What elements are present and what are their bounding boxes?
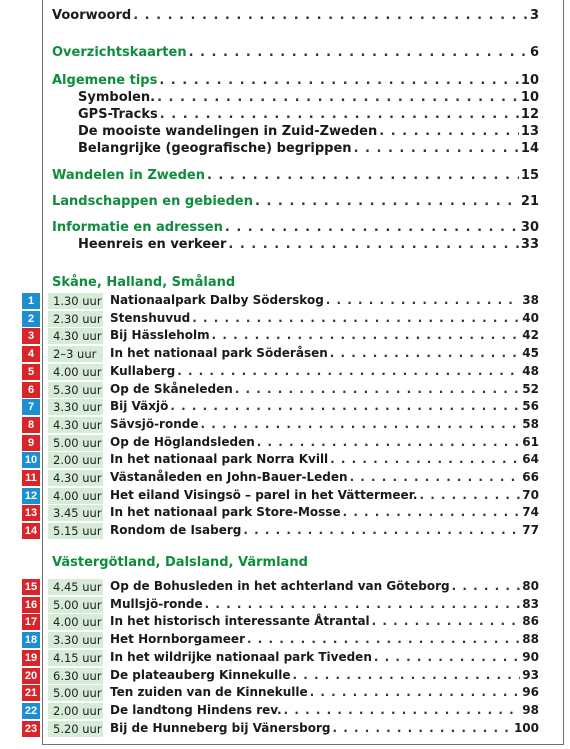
route-page: 83: [522, 596, 539, 611]
toc-entry-title: GPS-Tracks: [78, 107, 158, 122]
leader-dots: [330, 452, 520, 466]
leader-dots: [133, 8, 528, 23]
route-number-badge: 19: [22, 650, 40, 666]
route-number-badge: 8: [22, 417, 40, 433]
leader-dots: [177, 364, 520, 378]
route-row[interactable]: [0, 345, 570, 363]
route-page: 98: [522, 702, 539, 717]
route-number-badge: 12: [22, 488, 40, 504]
route-page: 77: [522, 523, 539, 538]
leader-dots: [350, 470, 521, 484]
route-entry: [110, 523, 539, 537]
route-duration: 1.30 uur: [48, 293, 103, 309]
route-duration: 4.45 uur: [48, 579, 103, 595]
route-title: In het nationaal park Norra Kvill: [110, 452, 329, 467]
route-page: 58: [522, 416, 539, 431]
toc-entry[interactable]: [52, 168, 539, 183]
route-title: Stenshuvud: [110, 310, 191, 325]
toc-entry[interactable]: [78, 237, 539, 252]
route-title: Bij Hässleholm: [110, 328, 210, 343]
leader-dots: [372, 614, 521, 628]
route-number-badge: 14: [22, 523, 40, 539]
leader-dots: [225, 220, 519, 235]
leader-dots: [212, 328, 521, 342]
route-entry: [110, 399, 539, 413]
route-row[interactable]: [0, 720, 570, 738]
route-entry: [110, 488, 539, 502]
toc-entry-page: 33: [520, 237, 539, 252]
route-entry: [110, 364, 539, 378]
route-number-badge: 16: [22, 597, 40, 613]
route-page: 93: [522, 667, 539, 682]
route-duration: 4.15 uur: [48, 650, 103, 666]
route-row[interactable]: [0, 381, 570, 399]
leader-dots: [205, 597, 521, 611]
toc-entry[interactable]: [78, 107, 539, 122]
toc-entry-title: Heenreis en verkeer: [78, 237, 227, 252]
route-entry: [110, 328, 539, 342]
route-duration: 4.30 uur: [48, 328, 103, 344]
route-row[interactable]: [0, 469, 570, 487]
route-duration: 5.00 uur: [48, 435, 103, 451]
route-duration: 2.30 uur: [48, 311, 103, 327]
toc-entry[interactable]: [52, 73, 539, 88]
route-title: Bij de Hunneberg bij Vänersborg: [110, 720, 331, 735]
route-duration: 5.00 uur: [48, 685, 103, 701]
leader-dots: [157, 90, 519, 105]
route-duration: 3.45 uur: [48, 505, 103, 521]
route-title: Sävsjö-ronde: [110, 416, 199, 431]
leader-dots: [293, 668, 521, 682]
leader-dots: [343, 505, 521, 519]
leader-dots: [160, 107, 519, 122]
route-title: Nationaalpark Dalby Söderskog: [110, 293, 324, 307]
toc-entry-page: 21: [520, 194, 539, 209]
route-number-badge: 15: [22, 579, 40, 595]
leader-dots: [192, 311, 520, 325]
toc-entry-title: Wandelen in Zweden: [52, 168, 205, 183]
route-row[interactable]: [0, 310, 570, 328]
route-duration: 2.00 uur: [48, 703, 103, 719]
route-row[interactable]: [0, 702, 570, 720]
route-duration: 4.30 uur: [48, 417, 103, 433]
toc-entry-title: Voorwoord: [52, 8, 132, 23]
route-number-badge: 6: [22, 382, 40, 398]
route-number-badge: 1: [22, 293, 40, 309]
toc-entry-page: 10: [520, 90, 539, 105]
route-entry: [110, 685, 539, 699]
leader-dots: [310, 685, 521, 699]
route-row[interactable]: [0, 416, 570, 434]
route-entry: [110, 470, 539, 484]
route-row[interactable]: [0, 649, 570, 667]
toc-entry-page: 13: [520, 124, 539, 139]
route-duration: 4.00 uur: [48, 364, 103, 380]
leader-dots: [170, 399, 520, 413]
toc-entry[interactable]: [52, 194, 539, 209]
route-title: Rondom de Isaberg: [110, 523, 242, 538]
route-duration: 4.00 uur: [48, 614, 103, 630]
route-number-badge: 11: [22, 470, 40, 486]
route-duration: 5.15 uur: [48, 523, 103, 539]
route-title: Op de Höglandsleden: [110, 434, 255, 449]
route-entry: [110, 435, 539, 449]
route-number-badge: 21: [22, 685, 40, 701]
toc-entry[interactable]: [78, 124, 539, 139]
leader-dots: [255, 194, 519, 209]
leader-dots: [159, 73, 519, 88]
leader-dots: [374, 650, 520, 664]
route-row[interactable]: [0, 292, 570, 310]
route-entry: [110, 597, 539, 611]
route-row[interactable]: [0, 613, 570, 631]
route-row[interactable]: [0, 363, 570, 381]
route-title: Op de Bohusleden in het achterland van Göteborg: [110, 579, 450, 593]
toc-entry-title: Belangrijke (geografische) begrippen: [78, 141, 352, 156]
toc-entry[interactable]: [52, 220, 539, 235]
toc-entry-page: 14: [520, 141, 539, 156]
toc-entry-page: 15: [520, 168, 539, 183]
route-duration: 5.20 uur: [48, 721, 103, 737]
route-page: 74: [522, 505, 539, 520]
leader-dots: [452, 579, 521, 593]
leader-dots: [189, 45, 528, 60]
toc-entry-page: 12: [520, 107, 539, 122]
route-title: In het nationaal park Söderåsen: [110, 346, 328, 361]
route-duration: 2–3 uur: [48, 346, 103, 362]
route-page: 100: [513, 720, 539, 735]
route-page: 61: [522, 434, 539, 449]
route-duration: 6.30 uur: [48, 668, 103, 684]
route-title: Mullsjö-ronde: [110, 596, 203, 611]
section-title-vastergotland: Västergötland, Dalsland, Värmland: [52, 555, 308, 570]
toc-entry-title: De mooiste wandelingen in Zuid-Zweden: [78, 124, 378, 139]
leader-dots: [419, 488, 520, 502]
route-page: 42: [522, 328, 539, 343]
leader-dots: [354, 141, 519, 156]
section-title-skane: Skåne, Halland, Småland: [52, 275, 236, 290]
route-title: Västanåleden en John-Bauer-Leden: [110, 470, 348, 484]
toc-entry[interactable]: [78, 90, 539, 105]
route-page: 70: [522, 487, 539, 502]
toc-entry-title: Landschappen en gebieden: [52, 194, 253, 209]
route-page: 40: [522, 310, 539, 325]
route-entry: [110, 668, 539, 682]
route-title: Bij Växjö: [110, 399, 169, 414]
route-page: 88: [522, 632, 539, 647]
route-entry: [110, 293, 539, 307]
route-page: 38: [522, 293, 539, 307]
toc-entry-page: 30: [520, 220, 539, 235]
route-entry: [110, 311, 539, 325]
route-title: De landtong Hindens rev.: [110, 702, 282, 717]
leader-dots: [228, 237, 519, 252]
route-title: In het wildrijke nationaal park Tiveden: [110, 649, 372, 664]
route-number-badge: 7: [22, 399, 40, 415]
route-number-badge: 9: [22, 435, 40, 451]
toc-entry-page: 6: [529, 45, 539, 60]
leader-dots: [330, 346, 521, 360]
leader-dots: [247, 632, 520, 646]
route-page: 96: [522, 685, 539, 700]
route-page: 66: [522, 470, 539, 484]
route-duration: 4.30 uur: [48, 470, 103, 486]
route-page: 48: [522, 363, 539, 378]
toc-entry[interactable]: [52, 45, 539, 60]
route-page: 90: [522, 649, 539, 664]
leader-dots: [379, 124, 519, 139]
leader-dots: [257, 435, 521, 449]
route-entry: [110, 614, 539, 628]
toc-entry-title: Algemene tips: [52, 73, 158, 88]
route-number-badge: 18: [22, 632, 40, 648]
route-row[interactable]: [0, 434, 570, 452]
route-page: 64: [522, 452, 539, 467]
route-duration: 3.30 uur: [48, 399, 103, 415]
toc-entry[interactable]: [52, 8, 539, 23]
route-number-badge: 5: [22, 364, 40, 380]
route-title: In het historisch interessante Åtrantal: [110, 614, 370, 629]
route-page: 56: [522, 399, 539, 414]
route-duration: 4.00 uur: [48, 488, 103, 504]
route-row[interactable]: [0, 684, 570, 702]
route-entry: [110, 417, 539, 431]
leader-dots: [207, 168, 519, 183]
route-title: Het Hornborgameer: [110, 632, 245, 647]
route-title: In het nationaal park Store-Mosse: [110, 505, 341, 520]
toc-entry-page: 10: [520, 73, 539, 88]
route-duration: 5.30 uur: [48, 382, 103, 398]
route-page: 80: [522, 579, 539, 593]
toc-entry-title: Informatie en adressen: [52, 220, 223, 235]
toc-entry-title: Overzichtskaarten: [52, 45, 187, 60]
leader-dots: [200, 417, 520, 431]
route-number-badge: 13: [22, 505, 40, 521]
route-row[interactable]: [0, 327, 570, 345]
route-row[interactable]: [0, 522, 570, 540]
toc-entry-title: Symbolen.: [78, 90, 156, 105]
route-number-badge: 17: [22, 614, 40, 630]
route-row[interactable]: [0, 667, 570, 685]
route-entry: [110, 346, 539, 360]
route-number-badge: 23: [22, 721, 40, 737]
route-page: 45: [522, 346, 539, 361]
route-number-badge: 10: [22, 452, 40, 468]
leader-dots: [235, 382, 520, 396]
route-row[interactable]: [0, 451, 570, 469]
route-number-badge: 22: [22, 703, 40, 719]
route-duration: 5.00 uur: [48, 597, 103, 613]
toc-entry[interactable]: [78, 141, 539, 156]
route-row[interactable]: [0, 504, 570, 522]
route-entry: [110, 703, 539, 717]
route-entry: [110, 579, 539, 593]
route-entry: [110, 650, 539, 664]
leader-dots: [333, 721, 512, 735]
route-row[interactable]: [0, 398, 570, 416]
route-duration: 2.00 uur: [48, 452, 103, 468]
route-entry: [110, 382, 539, 396]
route-row[interactable]: [0, 487, 570, 505]
route-number-badge: 2: [22, 311, 40, 327]
route-page: 86: [522, 614, 539, 629]
route-duration: 3.30 uur: [48, 632, 103, 648]
leader-dots: [243, 523, 520, 537]
route-number-badge: 4: [22, 346, 40, 362]
route-entry: [110, 505, 539, 519]
route-title: Ten zuiden van de Kinnekulle: [110, 685, 308, 700]
route-page: 52: [522, 381, 539, 396]
route-entry: [110, 721, 539, 735]
route-entry: [110, 452, 539, 466]
route-number-badge: 3: [22, 328, 40, 344]
route-row[interactable]: [0, 631, 570, 649]
route-row[interactable]: [0, 578, 570, 596]
route-title: De plateauberg Kinnekulle: [110, 667, 291, 682]
route-entry: [110, 632, 539, 646]
leader-dots: [326, 293, 521, 307]
route-title: Het eiland Visingsö – parel in het Vättermeer.: [110, 487, 418, 502]
route-number-badge: 20: [22, 668, 40, 684]
route-title: Op de Skåneleden: [110, 381, 233, 396]
leader-dots: [284, 703, 521, 717]
route-row[interactable]: [0, 596, 570, 614]
toc-entry-page: 3: [529, 8, 539, 23]
route-title: Kullaberg: [110, 363, 176, 378]
